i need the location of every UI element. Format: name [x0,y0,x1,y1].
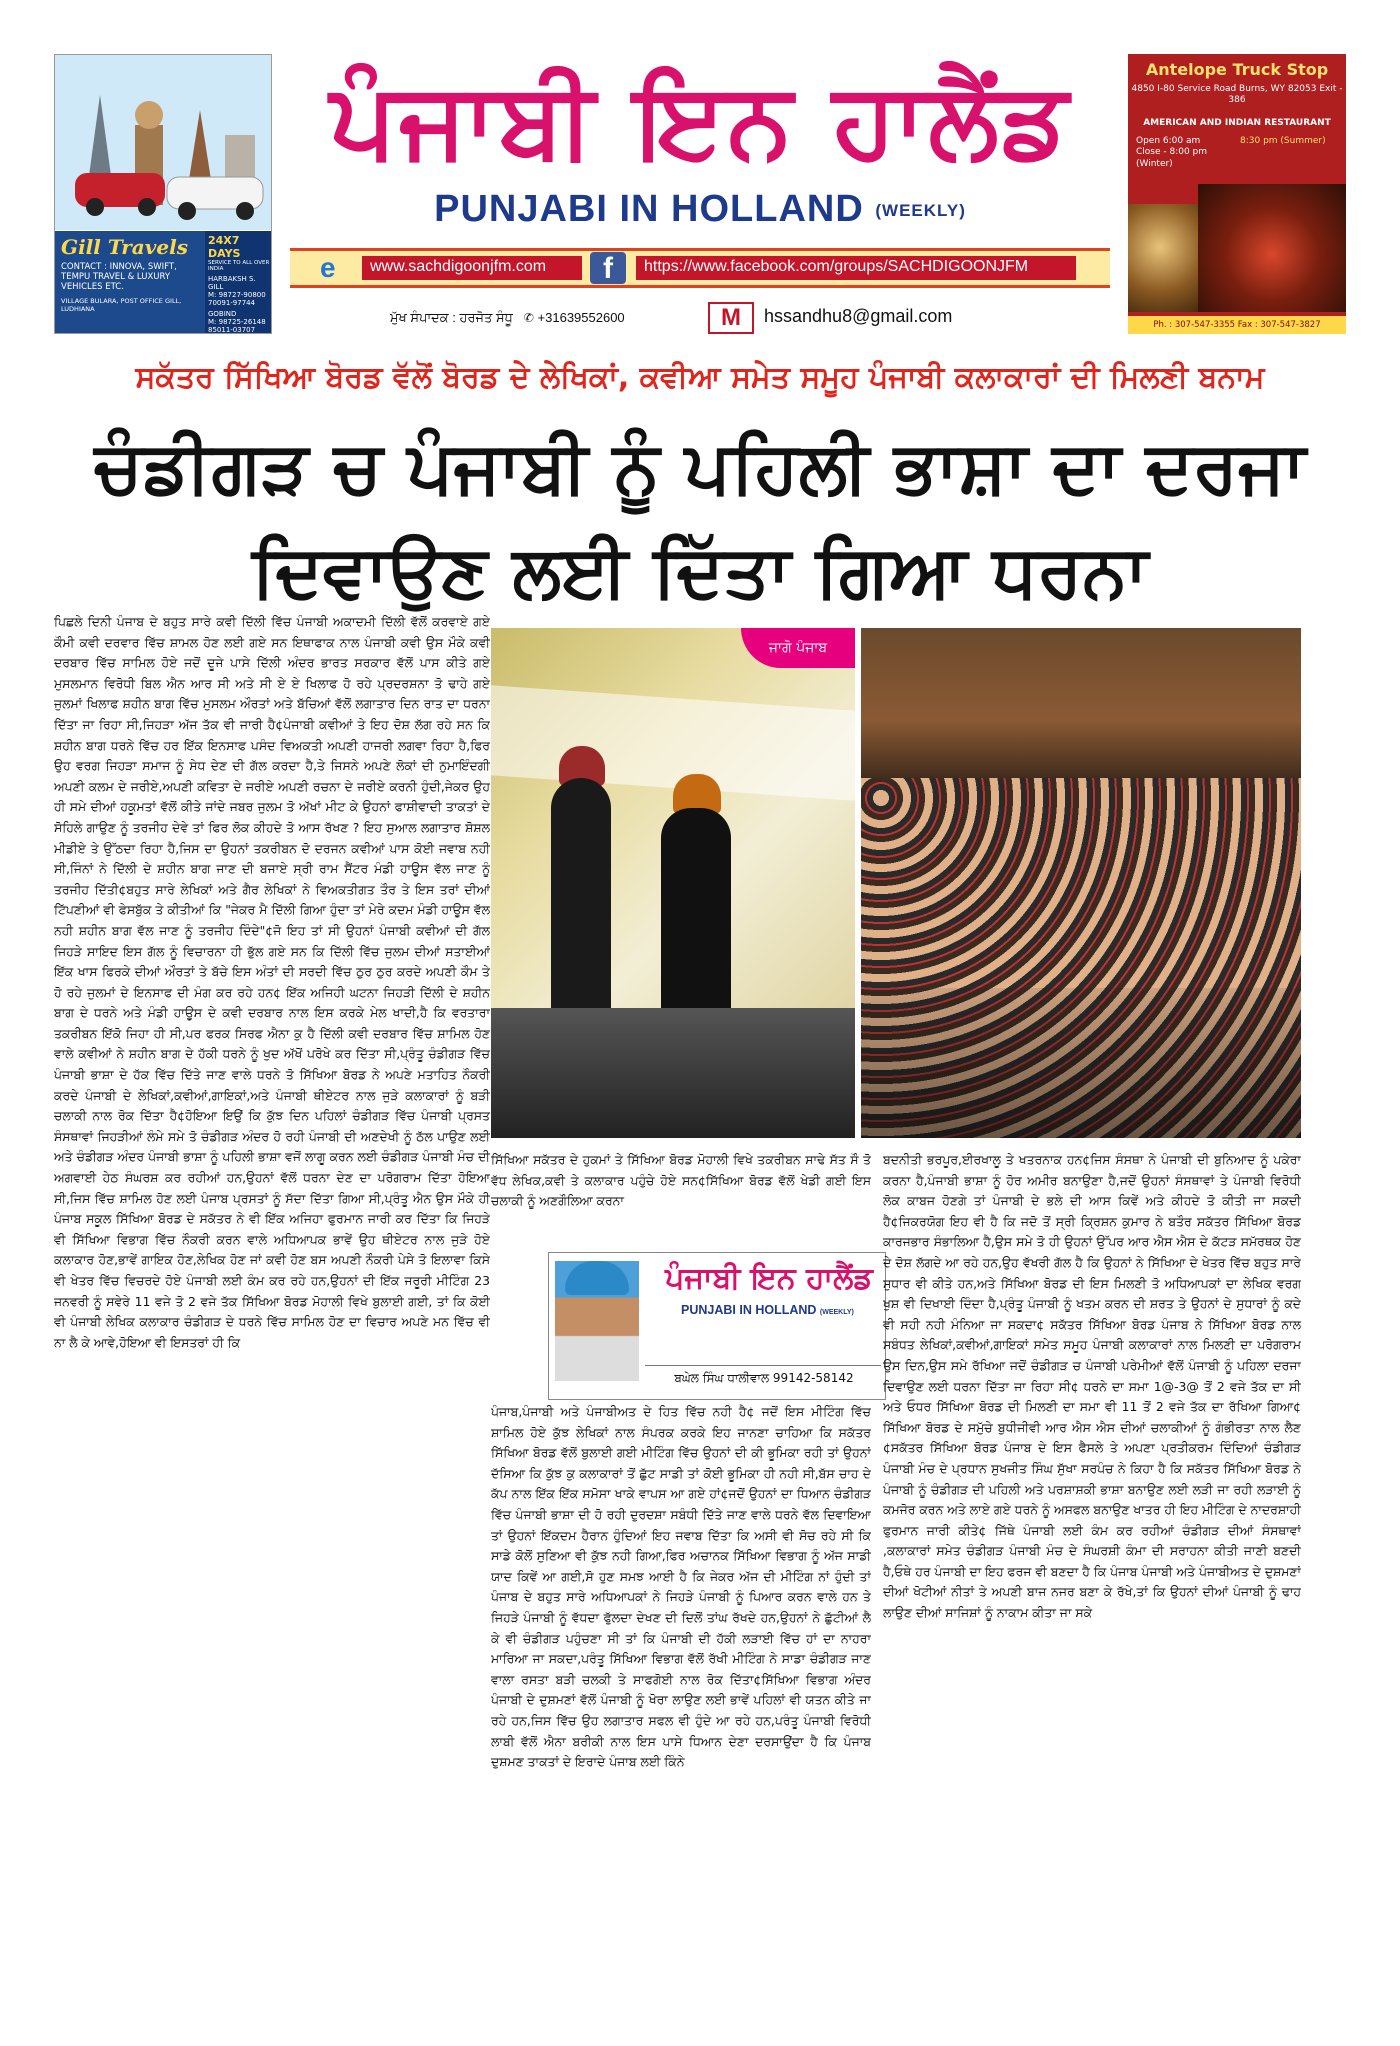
food-image [1198,184,1346,312]
phone2: M: 98725-26148 [208,318,266,326]
author-card-title: ਪੰਜਾਬੀ ਇਨ ਹਾਲੈਂਡ [665,1261,873,1296]
stage-photo [491,628,855,1138]
phone2b: 85011-03707 [208,326,256,334]
headline-line-1: ਚੰਡੀਗੜ ਚ ਪੰਜਾਬੀ ਨੂੰ ਪਹਿਲੀ ਭਾਸ਼ਾ ਦਾ ਦਰਜਾ [94,424,1306,509]
contact-line [290,298,1110,338]
ad-right-hours [1136,136,1207,170]
facebook-link[interactable]: https://www.facebook.com/groups/SACHDIGOONJFM [636,256,1076,280]
phone1: M: 98727-90800 [208,291,266,299]
author-card-divider [645,1365,881,1366]
editor-name: ਮੁੱਖ ਸੰਪਾਦਕ : ਹਰਜੋਤ ਸੰਧੂ [390,310,513,325]
editor-contact [390,310,625,326]
masthead [290,50,1110,350]
ad-right-open: Open 6:00 am [1136,136,1201,146]
gill-travels-brand: Gill Travels [61,235,188,259]
gill-travels-contact: CONTACT : INNOVA, SWIFT, TEMPU TRAVEL & LUXURY VEHICLES ETC. [61,262,177,293]
ad-right-restaurant: AMERICAN AND INDIAN RESTAURANT [1143,118,1331,128]
masthead-title: ਪੰਜਾਬੀ ਇਨ ਹਾਲੈਂਡ [329,58,1071,181]
browser-icon: e [320,252,336,283]
ad-right-winter: (Winter) [1136,158,1173,169]
gmail-icon: M [708,302,754,334]
ad-right-title: Antelope Truck Stop [1145,60,1329,79]
stage-banner-logo: ਜਾਗੋ ਪੰਜਾਬ [741,628,855,668]
ad-right-address: 4850 I-80 Service Road Burns, WY 82053 Exit - 386 [1131,84,1343,105]
article-column-3: ਬਦਨੀਤੀ ਭਰਪੂਰ,ਈਰਖਾਲੂ ਤੇ ਖਤਰਨਾਕ ਹਨ¢ਜਿਸ ਸੰਸਥਾ ਨੇ ਪੰਜਾਬੀ ਦੀ ਬੁਨਿਆਦ ਨੂੰ ਪਕੇਰਾ ਕਰਨਾ ਹੈ,ਪੰਜਾਬੀ ਭਾਸ਼ਾ ਨੂੰ ਹੋਰ ਅਮੀਰ ਬਨਾਉਣਾ ਹੈ,ਜਦੋਂ ਉਹਨਾਂ ਸੰਸਥਾਵਾਂ ਤੇ ਪੰਜਾਬੀ ਵਿਰੋਧੀ ਲੋਕ ਕਾਬਜ ਹੋਣਗੇ ਤਾਂ ਪੰਜਾਬੀ ਦੇ ਭਲੇ ਦੀ ਆਸ ਕਿਵੇਂ ਅਤੇ ਕੀਹਦੇ ਤੋ ਕੀਤੀ ਜਾ ਸਕਦੀ ਹੈ¢ਜਿਕਰਯੋਗ ਇਹ ਵੀ ਹੈ ਕਿ ਜਦੋ ਤੋਂ ਸ੍ਰੀ ਕ੍ਰਿਸ਼ਨ ਕੁਮਾਰ ਨੇ ਬਤੌਰ ਸਕੱਤਰ ਸਿੱਖਿਆ ਬੋਰਡ ਕਾਰਜਭਾਰ ਸੰਭਾਲਿਆ ਹੈ,ਉਸ ਸਮੇ ਤੋ ਹੀ ਉਹਨਾਂ ਉੱਪਰ ਆਰ ਐਸ ਐਸ ਦੇ ਕੱਟੜ ਸਮੱਰਥਕ ਹੋਣ ਦੇ ਦੋਸ਼ ਲੱਗਦੇ ਆ ਰਹੇ ਹਨ,ਉਹ ਵੱਖਰੀ ਗੱਲ ਹੈ ਕਿ ਉਹਨਾਂ ਨੇ ਸਿੱਖਿਆ ਦੇ ਖੇਤਰ ਵਿੱਚ ਬਹੁਤ ਸਾਰੇ ਸੁਧਾਰ ਵੀ ਕੀਤੇ ਹਨ,ਅਤੇ ਸਿੱਖਿਆ ਬੋਰਡ ਦੀ ਇਸ ਮਿਲਣੀ ਤੋ ਅਧਿਆਪਕਾਂ ਦਾ ਲੇਖਿਕ ਵਰਗ ਖੁਸ਼ ਵੀ ਦਿਖਾਈ ਦਿੰਦਾ ਹੈ,ਪ੍ਰੰਤੂ ਪੰਜਾਬੀ ਨੂੰ ਖਤਮ ਕਰਨ ਦੀ ਸ਼ਰਤ ਤੇ ਉਹਨਾਂ ਦੇ ਸੁਧਾਰਾਂ ਨੂੰ ਕਦੇ ਵੀ ਸਹੀ ਨਹੀ ਮੰਨਿਆ ਜਾ ਸਕਦਾ¢ ਸਕੱਤਰ ਸਿੱਖਿਆ ਬੋਰਡ ਪੰਜਾਬ ਨੇ ਸਿੱਖਿਆ ਬੋਰਡ ਨਾਲ ਸਬੰਧਤ ਲੇਖਿਕਾਂ,ਕਵੀਆਂ,ਗਾਇਕਾਂ ਸਮੇਤ ਸਮੂਹ ਪੰਜਾਬੀ ਕਲਾਕਾਰਾਂ ਨਾਲ ਮਿਲਣੀ ਦਾ ਪਰੋਗਰਾਮ ਉਸ ਦਿਨ,ਉਸ ਸਮੇ ਰੱਖਿਆ ਜਦੋਂ ਚੰਡੀਗੜ ਚ ਪੰਜਾਬੀ ਪਰੇਮੀਆਂ ਵੱਲੋਂ ਪੰਜਾਬੀ ਨੂੰ ਪਹਿਲਾ ਦਰਜਾ ਦਿਵਾਉਣ ਲਈ ਧਰਨਾ ਦਿੱਤਾ ਜਾ ਰਿਹਾ ਸੀ¢ ਧਰਨੇ ਦਾ ਸਮਾ 1@-3@ ਤੋਂ 2 ਵਜੇ ਤੱਕ ਦਾ ਸੀ ਅਤੇ ਓਧਰ ਸਿੱਖਿਆ ਬੋਰਡ ਦੀ ਮਿਲਣੀ ਦਾ ਸਮਾ ਵੀ 11 ਤੋਂ 2 ਵਜੇ ਤੱਕ ਦਾ ਰੱਖਿਆ ਗਿਆ¢ ਸਿੱਖਿਆ ਬੋਰਡ ਦੇ ਸਮੁੱਚੇ ਬੁਧੀਜੀਵੀ ਆਰ ਐਸ ਐਸ ਦੀਆਂ ਚਲਾਕੀਆਂ ਨੂੰ ਗੰਭੀਰਤਾ ਨਾਲ ਲੈਣ ¢ਸਕੱਤਰ ਸਿੱਖਿਆ ਬੋਰਡ ਪੰਜਾਬ ਦੇ ਇਸ ਫੈਸਲੇ ਤੇ ਅਪਣਾ ਪ੍ਰਤੀਕਰਮ ਦਿੰਦਿਆਂ ਚੰਡੀਗੜ ਪੰਜਾਬੀ ਮੰਚ ਦੇ ਪ੍ਰਧਾਨ ਸੁਖਜੀਤ ਸਿੰਘ ਸੁੱਖਾ ਸਰਪੰਚ ਨੇ ਕਿਹਾ ਹੈ ਕਿ ਸਕੱਤਰ ਸਿੱਖਿਆ ਬੋਰਡ ਨੇ ਪੰਜਾਬੀ ਨੂੰ ਚੰਡੀਗੜ ਦੀ ਪਹਿਲੀ ਅਤੇ ਪਰਸ਼ਾਸ਼ਕੀ ਭਾਸ਼ਾ ਬਨਾਉਣ ਲਈ ਲੜੀ ਜਾ ਰਹੀ ਲੜਾਈ ਨੂੰ ਕਮਜੋਰ ਕਰਨ ਅਤੇ ਲਾਏ ਗਏ ਧਰਨੇ ਨੂੰ ਅਸਫਲ ਬਨਾਉਣ ਖਾਤਰ ਹੀ ਇਹ ਮੀਟਿੰਗ ਦੇ ਨਾਦਰਸ਼ਾਹੀ ਫੁਰਮਾਨ ਜਾਰੀ ਕੀਤੇ¢ ਜਿੱਥੇ ਪੰਜਾਬੀ ਲਈ ਕੰਮ ਕਰ ਰਹੀਆਂ ਚੰਡੀਗੜ ਦੀਆਂ ਸੰਸਥਾਵਾਂ ,ਕਲਾਕਾਰਾਂ ਸਮੇਤ ਚੰਡੀਗੜ ਪੰਜਾਬੀ ਮੰਚ ਦੇ ਸੰਘਰਸ਼ੀ ਕੰਮਾ ਦੀ ਸਰਾਹਨਾ ਕੀਤੀ ਜਾਣੀ ਬਣਦੀ ਹੈ,ਓਥੇ ਹਰ ਪੰਜਾਬੀ ਦਾ ਇਹ ਫਰਜ ਵੀ ਬਣਦਾ ਹੈ ਕਿ ਪੰਜਾਬ ਪੰਜਾਬੀ ਅਤੇ ਪੰਜਾਬੀਅਤ ਦੇ ਦੁਸ਼ਮਣਾਂ ਦੀਆਂ ਖੋਟੀਆਂ ਨੀਤਾਂ ਤੇ ਅਪਣੀ ਬਾਜ ਨਜਰ ਬਣਾ ਕੇ ਰੱਖੇ,ਤਾਂ ਕਿ ਉਹਨਾਂ ਦੀਆਂ ਪੰਜਾਬੀ ਨੂੰ ਢਾਹ ਲਾਉਣ ਦੀਆਂ ਸਾਜਿਸ਼ਾਂ ਨੂੰ ਨਾਕਾਮ ਕੀਤਾ ਜਾ ਸਕੇ [883,1152,1301,1621]
author-byline: ਬਘੇਲ ਸਿੰਘ ਧਾਲੀਵਾਲ 99142-58142 [674,1371,854,1385]
author-card-subtitle-text: PUNJABI IN HOLLAND [681,1303,817,1317]
gill-travels-contact-block [55,231,205,334]
author-card-tag: (WEEKLY) [819,1309,854,1316]
article-column-2-bottom: ਪੰਜਾਬ,ਪੰਜਾਬੀ ਅਤੇ ਪੰਜਾਬੀਅਤ ਦੇ ਹਿਤ ਵਿੱਚ ਨਹੀ ਹੈ¢ ਜਦੋਂ ਇਸ ਮੀਟਿੰਗ ਵਿੱਚ ਸ਼ਾਮਿਲ ਹੋਏ ਕੁੱਝ ਲੇਖਿਕਾਂ ਨਾਲ ਸੰਪਰਕ ਕਰਕੇ ਇਹ ਜਾਨਣਾ ਚਾਹਿਆ ਕਿ ਸਕੱਤਰ ਸਿੱਖਿਆ ਬੋਰਡ ਵੱਲੋਂ ਬੁਲਾਈ ਗਈ ਮੀਟਿੰਗ ਵਿੱਚ ਉਹਨਾਂ ਦੀ ਕੀ ਭੂਮਿਕਾ ਰਹੀ ਤਾਂ ਉਹਨਾਂ ਦੱਸਿਆ ਕਿ ਕੁੱਝ ਕੁ ਕਲਾਕਾਰਾਂ ਤੋਂ ਛੁੱਟ ਸਾਡੀ ਤਾਂ ਕੋਈ ਭੂਮਿਕਾ ਹੀ ਨਹੀ ਸੀ,ਬੱਸ ਚਾਹ ਦੇ ਕੱਪ ਨਾਲ ਇੱਕ ਇੱਕ ਸਮੋਸਾ ਖਾਕੇ ਵਾਪਸ ਆ ਗਏ ਹਾਂ¢ਜਦੋਂ ਉਹਨਾਂ ਦਾ ਧਿਆਨ ਚੰਡੀਗੜ ਵਿੱਚ ਪੰਜਾਬੀ ਭਾਸ਼ਾ ਦੀ ਹੋ ਰਹੀ ਦੁਰਦਸ਼ਾ ਸਬੰਧੀ ਦਿੱਤੇ ਜਾਣ ਵਾਲੇ ਧਰਨੇ ਵੱਲ ਦਿਵਾਇਆ ਤਾਂ ਉਹਨਾਂ ਇੱਕਦਮ ਹੈਰਾਨ ਹੁੰਦਿਆਂ ਇਹ ਜਵਾਬ ਦਿੱਤਾ ਕਿ ਅਸੀ ਵੀ ਸੋਚ ਰਹੇ ਸੀ ਕਿ ਸਾਡੇ ਕੋਲੋਂ ਸੁਣਿਆ ਵੀ ਕੁੱਝ ਨਹੀ ਗਿਆ,ਫਿਰ ਅਚਾਨਕ ਸਿੱਖਿਆ ਵਿਭਾਗ ਨੂੰ ਅੱਜ ਸਾਡੀ ਯਾਦ ਕਿਵੇਂ ਆ ਗਈ,ਸੋ ਹੁਣ ਸਮਝ ਆਈ ਹੈ ਕਿ ਜੇਕਰ ਅੱਜ ਦੀ ਮੀਟਿੰਗ ਨਾਂ ਹੁੰਦੀ ਤਾਂ ਪੰਜਾਬ ਦੇ ਬਹੁਤ ਸਾਰੇ ਅਧਿਆਪਕਾਂ ਨੇ ਜਿਹੜੇ ਪੰਜਾਬੀ ਨੂੰ ਪਿਆਰ ਕਰਨ ਵਾਲੇ ਹਨ ਤੇ ਜਿਹੜੇ ਪੰਜਾਬੀ ਨੂੰ ਵੱਧਦਾ ਫੁੱਲਦਾ ਦੇਖਣ ਦੀ ਦਿਲੋਂ ਤਾਂਘ ਰੱਖਦੇ ਹਨ,ਉਹਨਾਂ ਨੇ ਛੁੱਟੀਆਂ ਲੈ ਕੇ ਵੀ ਚੰਡੀਗੜ ਪਹੁੰਚਣਾ ਸੀ ਤਾਂ ਕਿ ਪੰਜਾਬੀ ਦੀ ਹੱਕੀ ਲੜਾਈ ਵਿੱਚ ਹਾਂ ਦਾ ਨਾਹਰਾ ਮਾਰਿਆ ਜਾ ਸਕਦਾ,ਪਰੰਤੂ ਸਿੱਖਿਆ ਵਿਭਾਗ ਵੱਲੋਂ ਰੱਖੀ ਮੀਟਿੰਗ ਨੇ ਸਾਡਾ ਚੰਡੀਗੜ ਜਾਣ ਵਾਲਾ ਰਸਤਾ ਬੜੀ ਚਲਕੀ ਤੇ ਸਾਫਗੋਈ ਨਾਲ ਰੋਕ ਦਿੱਤਾ¢ਸਿੱਖਿਆ ਵਿਭਾਗ ਅੰਦਰ ਪੰਜਾਬੀ ਦੇ ਦੁਸ਼ਮਣਾਂ ਵੱਲੋਂ ਪੰਜਾਬੀ ਨੂੰ ਖੋਰਾ ਲਾਉਣ ਲਈ ਭਾਵੇਂ ਪਹਿਲਾਂ ਵੀ ਯਤਨ ਕੀਤੇ ਜਾ ਰਹੇ ਹਨ,ਜਿਸ ਵਿੱਚ ਉਹ ਲਗਾਤਾਰ ਸਫਲ ਵੀ ਹੁੰਦੇ ਆ ਰਹੇ ਹਨ,ਪਰੰਤੂ ਪੰਜਾਬੀ ਵਿਰੋਧੀ ਲਾਬੀ ਵੱਲੋਂ ਐਨਾ ਬਰੀਕੀ ਨਾਲ ਇਸ ਪਾਸੇ ਧਿਆਨ ਦੇਣਾ ਦਰਸਾਉਂਦਾ ਹੈ ਕਿ ਪੰਜਾਬ ਦੁਸ਼ਮਣ ਤਾਕਤਾਂ ਦੇ ਇਰਾਦੇ ਪੰਜਾਬ ਲਈ ਕਿੰਨੇ [491,1404,871,1770]
stage-banner [491,685,855,800]
audience-photo [861,628,1301,1138]
article-column-2-top: ਸਿੱਖਿਆ ਸਕੱਤਰ ਦੇ ਹੁਕਮਾਂ ਤੇ ਸਿੱਖਿਆ ਬੋਰਡ ਮੋਹਾਲੀ ਵਿਖੇ ਤਕਰੀਬਨ ਸਾਢੇ ਸੱਤ ਸੌ ਤੋ ਵੱਧ ਲੇਖਿਕ,ਕਵੀ ਤੇ ਕਲਾਕਾਰ ਪਹੁੰਚੇ ਹੋਏ ਸਨ¢ਸਿੱਖਿਆ ਬੋਰਡ ਵੱਲੋਂ ਖੇਡੀ ਗਈ ਇਸ ਚਲਾਕੀ ਨੂੰ ਅਣਗੌਲਿਆ ਕਰਨਾ [491,1152,871,1209]
ad-right-phone: Ph. : 307-547-3355 Fax : 307-547-3827 [1128,316,1346,334]
link-bar [290,248,1110,288]
facebook-icon[interactable]: f [590,252,626,284]
email-link[interactable]: hssandhu8@gmail.com [764,306,953,326]
website-link[interactable]: www.sachdigoonjfm.com [362,256,582,280]
gill-travels-phones [205,231,272,334]
article-kicker: ਸਕੱਤਰ ਸਿੱਖਿਆ ਬੋਰਡ ਵੱਲੋਂ ਬੋਰਡ ਦੇ ਲੇਖਿਕਾਂ, ਕਵੀਆ ਸਮੇਤ ਸਮੂਹ ਪੰਜਾਬੀ ਕਲਾਕਾਰਾਂ ਦੀ ਮਿਲਣੀ ਬਨਾਮ [135,360,1265,395]
editor-phone: +31639552600 [537,310,625,325]
author-card-subtitle [659,1303,879,1317]
masthead-subtitle-text: PUNJABI IN HOLLAND [434,188,864,230]
person1: HARBAKSH S. GILL [208,275,256,291]
stage-floor [491,1008,855,1138]
phone-icon: ✆ [523,310,534,325]
masthead-weekly-tag: (WEEKLY) [875,200,966,220]
travel-landmarks-image [55,55,272,230]
person2: GOBIND [208,310,237,318]
article-headline [40,415,1360,623]
headline-line-2: ਦਿਵਾਉਣ ਲਈ ਦਿੱਤਾ ਗਿਆ ਧਰਨਾ [252,528,1148,613]
gill-travels-ad [54,54,272,334]
gill-travels-address: VILLAGE BULARA, POST OFFICE GILL, LUDHIANA [61,296,182,313]
article-column-1: ਪਿਛਲੇ ਦਿਨੀ ਪੰਜਾਬ ਦੇ ਬਹੁਤ ਸਾਰੇ ਕਵੀ ਦਿੱਲੀ ਵਿੱਚ ਪੰਜਾਬੀ ਅਕਾਦਮੀ ਦਿੱਲੀ ਵੱਲੋਂ ਕਰਵਾਏ ਗਏ ਕੌਮੀ ਕਵੀ ਦਰਵਾਰ ਵਿੱਚ ਸ਼ਾਮਲ ਹੋਣ ਲਈ ਗਏ ਸਨ ਇਥਾਫਾਕ ਨਾਲ ਪੰਜਾਬੀ ਕਵੀ ਉਸ ਮੌਕੇ ਕਵੀ ਦਰਬਾਰ ਵਿੱਚ ਸਾਮਿਲ ਹੋਏ ਜਦੋਂ ਦੂਜੇ ਪਾਸੇ ਦਿੱਲੀ ਅੰਦਰ ਭਾਰਤ ਸਰਕਾਰ ਵੱਲੋਂ ਪਾਸ ਕੀਤੇ ਗਏ ਮੁਸਲਮਾਨ ਵਿਰੋਧੀ ਬਿਲ ਐਨ ਆਰ ਸੀ ਅਤੇ ਸੀ ਏ ਏ ਖਿਲਾਫ ਹੋ ਰਹੇ ਪ੍ਰਦਰਸ਼ਨਾ ਤੋ ਢਾਹੇ ਗਏ ਜੁਲਮਾਂ ਖਿਲਾਫ ਸ਼ਹੀਨ ਬਾਗ ਵਿੱਚ ਮੁਸਲਮ ਔਰਤਾਂ ਅਤੇ ਬੱਚਿਆਂ ਵੱਲੋਂ ਲਗਾਤਾਰ ਦਿਨ ਰਾਤ ਦਾ ਧਰਨਾ ਦਿੱਤਾ ਜਾ ਰਿਹਾ ਸੀ,ਜਿਹੜਾ ਅੱਜ ਤੱਕ ਵੀ ਜਾਰੀ ਹੈ¢ਪੰਜਾਬੀ ਕਵੀਆਂ ਤੇ ਇਹ ਦੋਸ਼ ਲੱਗ ਰਹੇ ਸਨ ਕਿ ਸ਼ਹੀਨ ਬਾਗ ਧਰਨੇ ਵਿੱਚ ਹਰ ਇੱਕ ਇਨਸਾਫ ਪਸੰਦ ਵਿਅਕਤੀ ਅਪਣੀ ਹਾਜਰੀ ਲਗਵਾ ਰਿਹਾ ਹੈ,ਫਿਰ ਉਹ ਵਰਗ ਜਿਹੜਾ ਸਮਾਜ ਨੂੰ ਸੇਧ ਦੇਣ ਦੀ ਗੱਲ ਕਰਦਾ ਹੈ,ਤੇ ਜਿਸਨੇ ਅਪਣੇ ਲੋਕਾਂ ਦੀ ਨੁਮਾਇੰਦਗੀ ਅਪਣੀ ਕਲਮ ਦੇ ਜਰੀਏ,ਅਪਣੀ ਕਵਿਤਾ ਦੇ ਜਰੀਏ ਅਪਣੀ ਰਚਨਾ ਦੇ ਜਰੀਏ ਕਰਨੀ ਹੁੰਦੀ,ਜੇਕਰ ਉਹ ਹੀ ਸਮੇ ਦੀਆਂ ਹਕੂਮਤਾਂ ਵੱਲੋਂ ਕੀਤੇ ਜਾਂਦੇ ਜਬਰ ਜੁਲਮ ਤੋ ਅੱਖਾਂ ਮੀਟ ਕੇ ਉਹਨਾਂ ਫਾਸ਼ੀਵਾਦੀ ਤਾਕਤਾਂ ਦੇ ਸੋਹਿਲੇ ਗਾਉਣ ਨੂੰ ਤਰਜੀਹ ਦੇਵੇ ਤਾਂ ਫਿਰ ਲੋਕ ਕੀਹਦੇ ਤੋ ਆਸ ਰੱਖਣ ? ਇਹ ਸੁਆਲ ਲਗਾਤਾਰ ਸ਼ੋਸ਼ਲ ਮੀਡੀਏ ਤੇ ਉੱਠਦਾ ਰਿਹਾ ਹੈ,ਜਿਸ ਦਾ ਉਹਨਾਂ ਤਕਰੀਬਨ ਦੋ ਦਰਜਨ ਕਵੀਆਂ ਪਾਸ ਕੋਈ ਜਵਾਬ ਨਹੀ ਸੀ,ਜਿੰਨਾਂ ਨੇ ਦਿੱਲੀ ਦੇ ਸ਼ਹੀਨ ਬਾਗ ਜਾਣ ਦੀ ਬਜਾਏ ਸ੍ਰੀ ਰਾਮ ਸੈਂਟਰ ਮੰਡੀ ਹਾਊਸ ਵੱਲ ਜਾਣ ਨੂੰ ਤਰਜੀਹ ਦਿੱਤੀ¢ਬਹੁਤ ਸਾਰੇ ਲੇਖਿਕਾਂ ਅਤੇ ਗੈਰ ਲੇਖਿਕਾਂ ਨੇ ਵਿਅਕਤੀਗਤ ਤੌਰ ਤੇ ਇਸ ਤਰਾਂ ਦੀਆਂ ਟਿੱਪਣੀਆਂ ਵੀ ਫੇਸਬੁੱਕ ਤੇ ਕੀਤੀਆਂ ਕਿ "ਜੇਕਰ ਮੈ ਦਿੱਲੀ ਗਿਆ ਹੁੰਦਾ ਤਾਂ ਮੇਰੇ ਕਦਮ ਮੰਡੀ ਹਾਊਸ ਵੱਲ ਨਹੀ ਸ਼ਹੀਨ ਬਾਗ ਵੱਲ ਜਾਣ ਨੂੰ ਤਰਜੀਹ ਦਿੰਦੇ"¢ਜੋ ਇਹ ਤਾਂ ਸੀ ਉਹਨਾਂ ਪੰਜਾਬੀ ਕਵੀਆਂ ਦੀ ਗੱਲ ਜਿਹੜੇ ਸਾਇਦ ਇਸ ਗੱਲ ਨੂੰ ਵਿਚਾਰਨਾ ਹੀ ਭੁੱਲ ਗਏ ਸਨ ਕਿ ਦਿੱਲੀ ਵਿੱਚ ਜੁਲਮ ਦੀਆਂ ਸਤਾਈਆਂ ਇੱਕ ਖਾਸ ਫਿਰਕੇ ਦੀਆਂ ਔਰਤਾਂ ਤੇ ਬੱਚੇ ਇਸ ਅੰਤਾਂ ਦੀ ਸਰਦੀ ਵਿੱਚ ਠੁਰ ਠੁਰ ਕਰਦੇ ਅਪਣੀ ਕੌਮ ਤੇ ਹੋ ਰਹੇ ਜੁਲਮਾਂ ਦੇ ਇਨਸਾਫ ਦੀ ਮੰਗ ਕਰ ਰਹੇ ਹਨ¢ ਇੱਕ ਅਜਿਹੀ ਘਟਨਾ ਜਿਹੜੀ ਦਿੱਲੀ ਦੇ ਸ਼ਹੀਨ ਬਾਗ ਦੇ ਧਰਨੇ ਅਤੇ ਮੰਡੀ ਹਾਊਸ ਦੇ ਕਵੀ ਦਰਬਾਰ ਨਾਲ ਇਸ ਕਰਕੇ ਮੇਲ ਖਾਦੀ,ਹੈ ਕਿ ਵਰਤਾਰਾ ਤਕਰੀਬਨ ਇੱਕੋ ਜਿਹਾ ਹੀ ਸੀ,ਪਰ ਫਰਕ ਸਿਰਫ ਐਨਾ ਕੁ ਹੈ ਦਿੱਲੀ ਕਵੀ ਦਰਬਾਰ ਵਿੱਚ ਸ਼ਾਮਿਲ ਹੋਣ ਵਾਲੇ ਕਵੀਆਂ ਨੇ ਸ਼ਹੀਨ ਬਾਗ ਦੇ ਹੱਕੀ ਧਰਨੇ ਨੂੰ ਖੁਦ ਅੱਖੋਂ ਪਰੋਖੇ ਕਰ ਦਿੱਤਾ ਸੀ,ਪ੍ਰੰਤੂ ਚੰਡੀਗੜ ਵਿੱਚ ਪੰਜਾਬੀ ਭਾਸ਼ਾ ਦੇ ਹੱਕ ਵਿੱਚ ਦਿੱਤੇ ਜਾਣ ਵਾਲੇ ਧਰਨੇ ਤੋ ਸਿੱਖਿਆ ਬੋਰਡ ਨੇ ਅਪਣੇ ਮਤਾਹਿਤ ਨੌਕਰੀ ਕਰਦੇ ਪੰਜਾਬੀ ਦੇ ਲੇਖਿਕਾਂ,ਕਵੀਆਂ,ਗਾਇਕਾਂ,ਅਤੇ ਪੰਜਾਬੀ ਥੀਏਟਰ ਨਾਲ ਜੁੜੇ ਕਲਾਕਾਰਾਂ ਨੂੰ ਬੜੀ ਚਲਾਕੀ ਨਾਲ ਰੋਕ ਦਿੱਤਾ ਹੈ¢ਹੋਇਆ ਇਉਂ ਕਿ ਕੁੱਝ ਦਿਨ ਪਹਿਲਾਂ ਚੰਡੀਗੜ ਵਿੱਚ ਪੰਜਾਬੀ ਪ੍ਰਸਤ ਸੰਸਥਾਵਾਂ ਜਿਹੜੀਆਂ ਲੰਮੇ ਸਮੇ ਤੋ ਚੰਡੀਗੜ ਅੰਦਰ ਹੋ ਰਹੀ ਪੰਜਾਬੀ ਦੀ ਅਣਦੇਖੀ ਨੂੰ ਠੱਲ ਪਾਉਣ ਲਈ ਅਤੇ ਚੰਡੀਗੜ ਅੰਦਰ ਪੰਜਾਬੀ ਭਾਸ਼ਾ ਨੂੰ ਪਹਿਲੀ ਭਾਸ਼ਾ ਵਜੋਂ ਲਾਗੂ ਕਰਨ ਲਈ ਚੰਡੀਗੜ ਪੰਜਾਬੀ ਮੰਚ ਦੀ ਅਗਵਾਈ ਹੇਠ ਸੰਘਰਸ਼ ਕਰ ਰਹੀਆਂ ਹਨ,ਉਹਨਾਂ ਵੱਲੋਂ ਧਰਨਾ ਦੇਣ ਦਾ ਪਰੋਗਰਾਮ ਦਿੱਤਾ ਹੋਇਆ ਸੀ,ਜਿਸ ਵਿੱਚ ਸ਼ਾਮਿਲ ਹੋਣ ਲਈ ਪੰਜਾਬ ਪ੍ਰਸਤਾਂ ਨੂੰ ਸੱਦਾ ਦਿੱਤਾ ਗਿਆ ਸੀ,ਪ੍ਰੰਤੂ ਐਨ ਉਸ ਮੌਕੇ ਹੀ ਪੰਜਾਬ ਸਕੂਲ ਸਿੱਖਿਆ ਬੋਰਡ ਦੇ ਸਕੱਤਰ ਨੇ ਵੀ ਇੱਕ ਅਜਿਹਾ ਫੁਰਮਾਨ ਜਾਰੀ ਕਰ ਦਿੱਤਾ ਕਿ ਜਿਹੜੇ ਵੀ ਸਿੱਖਿਆ ਵਿਭਾਗ ਵਿੱਚ ਨੌਕਰੀ ਕਰਨ ਵਾਲੇ ਅਧਿਆਪਕ ਭਾਵੇਂ ਉਹ ਥੀਏਟਰ ਨਾਲ ਜੁੜੇ ਹੋਏ ਕਲਾਕਾਰ ਹੋਣ,ਭਾਵੇਂ ਗਾਇਕ ਹੋਣ,ਲੇਖਿਕ ਹੋਣ ਜਾਂ ਕਵੀ ਹੋਣ ਬਸ ਅਪਣੀ ਨੌਕਰੀ ਪੇਸੇ ਤੋ ਇਲਾਵਾ ਕਿਸੇ ਵੀ ਖੇਤਰ ਵਿੱਚ ਵਿਚਰਦੇ ਹੋਏ ਪੰਜਾਬੀ ਲਈ ਕੰਮ ਕਰ ਰਹੇ ਹਨ,ਉਹਨਾਂ ਦੀ ਇੱਕ ਜਰੂਰੀ ਮੀਟਿੰਗ 23 ਜਨਵਰੀ ਨੂੰ ਸਵੇਰੇ 11 ਵਜੇ ਤੋ 2 ਵਜੇ ਤੱਕ ਸਿੱਖਿਆ ਬੋਰਡ ਮੋਹਾਲੀ ਵਿਖੇ ਬੁਲਾਈ ਗਈ, ਤਾਂ ਕਿ ਕੋਈ ਵੀ ਪੰਜਾਬੀ ਲੇਖਿਕ ਕਲਾਕਾਰ ਚੰਡੀਗੜ ਦੇ ਧਰਨੇ ਵਿੱਚ ਸਾਮਿਲ ਹੋਣ ਦਾ ਵਿਚਾਰ ਅਪਣੇ ਮਨ ਵਿੱਚ ਵੀ ਨਾ ਲੈ ਕੇ ਆਵੇ,ਹੋਇਆ ਵੀ ਇਸਤਰਾਂ ਹੀ ਕਿ [54,614,490,1350]
audience-front-rows [861,988,1301,1138]
antelope-truck-stop-ad [1128,54,1346,334]
ad-right-summer: 8:30 pm (Summer) [1240,136,1326,146]
author-photo [555,1261,639,1381]
masthead-subtitle [290,188,1110,231]
ad-right-close: Close - 8:00 pm [1136,147,1208,158]
days-badge: 24X7 DAYS [208,234,241,260]
phone1b: 70091-97744 [208,299,256,307]
author-card [548,1252,886,1400]
days-sub: SERVICE TO ALL OVER INDIA [208,260,270,272]
food-image-left [1128,204,1208,312]
